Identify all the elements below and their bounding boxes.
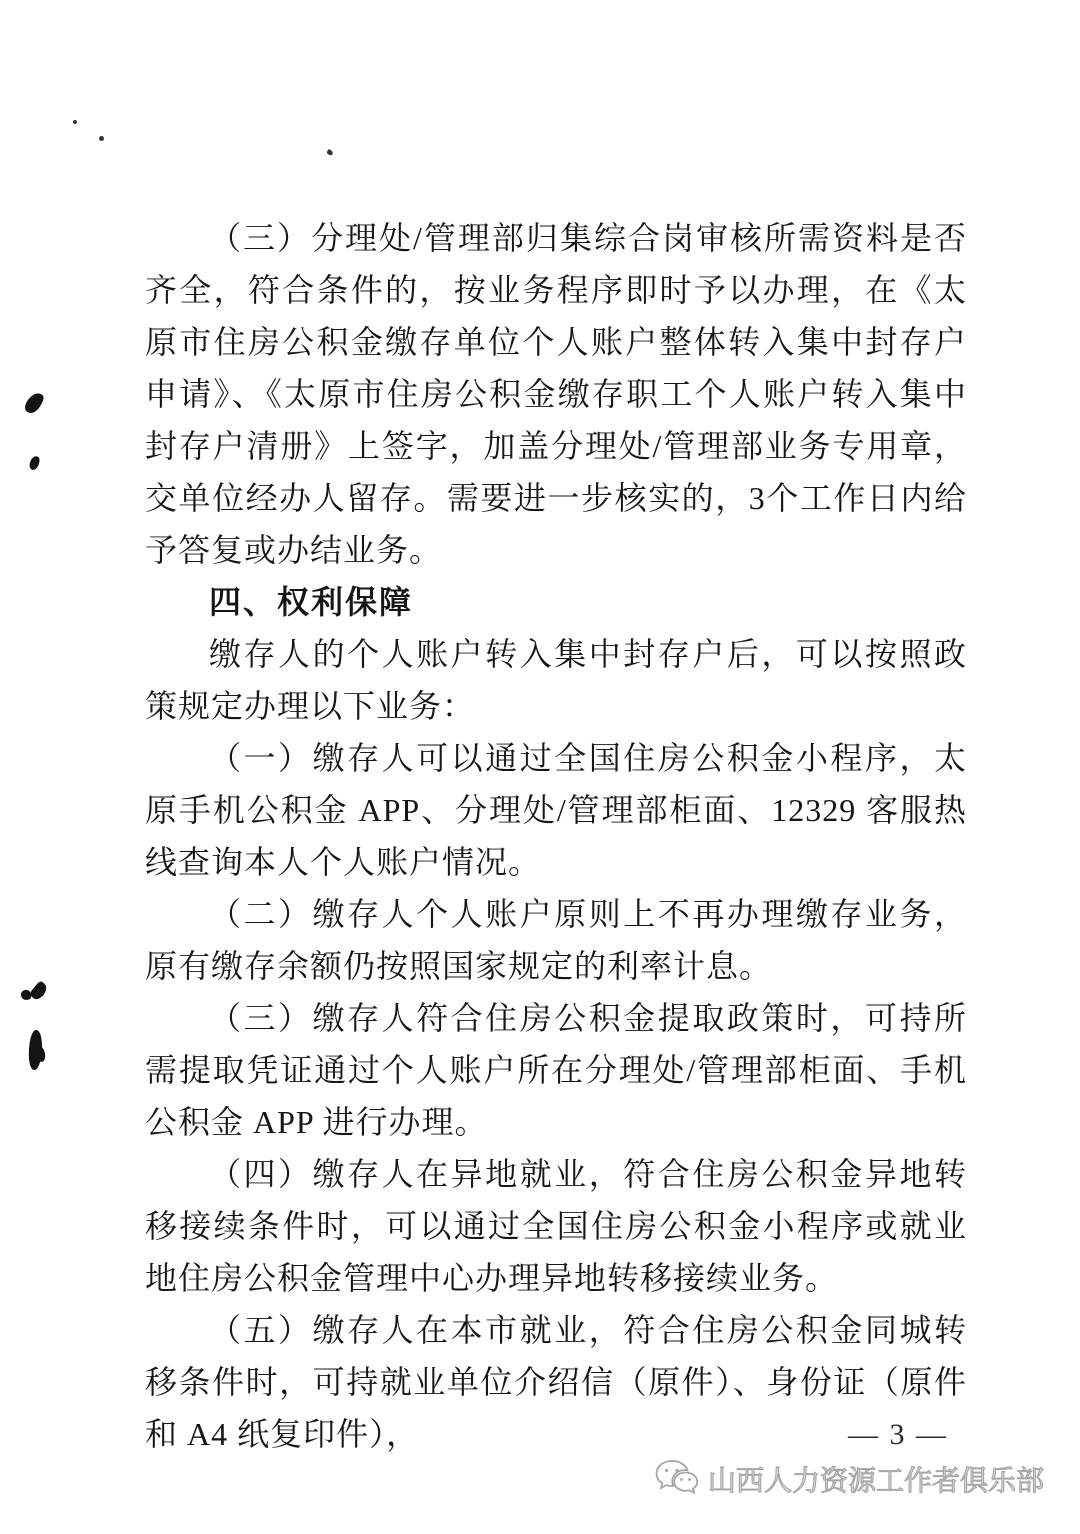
scan-speck	[326, 149, 334, 156]
paragraph-section-3-approval: （三）分理处/管理部归集综合岗审核所需资料是否齐全，符合条件的，按业务程序即时予以办理，在《太原市住房公积金缴存单位个人账户整体转入集中封存户申请》、《太原市住房公积金缴存职工个人账户转入集中封存户清册》上签字，加盖分理处/管理部业务专用章，交单位经办人留存。需要进一步核实的，3个工作日内给予答复或办结业务。	[145, 220, 967, 568]
wechat-icon	[654, 1458, 700, 1500]
ink-mark	[28, 455, 40, 471]
scan-speck	[73, 120, 77, 124]
paragraph-rights-intro: 缴存人的个人账户转入集中封存户后，可以按照政策规定办理以下业务：	[145, 636, 967, 724]
scan-speck	[99, 136, 104, 141]
page-number: — 3 —	[848, 1418, 948, 1451]
paragraph-item-4-remote-transfer: （四）缴存人在异地就业，符合住房公积金异地转移接续条件时，可以通过全国住房公积金小程序或就业地住房公积金管理中心办理异地转移接续业务。	[145, 1156, 967, 1296]
section-heading-rights-protection: 四、权利保障	[209, 584, 414, 620]
paragraph-item-3-withdrawal: （三）缴存人符合住房公积金提取政策时，可持所需提取凭证通过个人账户所在分理处/管理部柜面、手机公积金 APP 进行办理。	[145, 1000, 967, 1140]
paragraph-item-5-local-transfer: （五）缴存人在本市就业，符合住房公积金同城转移条件时，可持就业单位介绍信（原件）、身份证（原件和 A4 纸复印件），	[145, 1312, 967, 1452]
ink-mark	[29, 980, 50, 1002]
ink-mark	[23, 390, 46, 416]
watermark	[654, 1458, 1044, 1500]
paragraph-item-2-interest: （二）缴存人个人账户原则上不再办理缴存业务，原有缴存余额仍按照国家规定的利率计息。	[145, 896, 967, 984]
paragraph-item-1-query: （一）缴存人可以通过全国住房公积金小程序，太原手机公积金 APP、分理处/管理部柜面、12329 客服热线查询本人个人账户情况。	[145, 740, 967, 880]
document-body	[145, 212, 967, 1460]
watermark-text: 山西人力资源工作者俱乐部	[707, 1465, 1044, 1496]
